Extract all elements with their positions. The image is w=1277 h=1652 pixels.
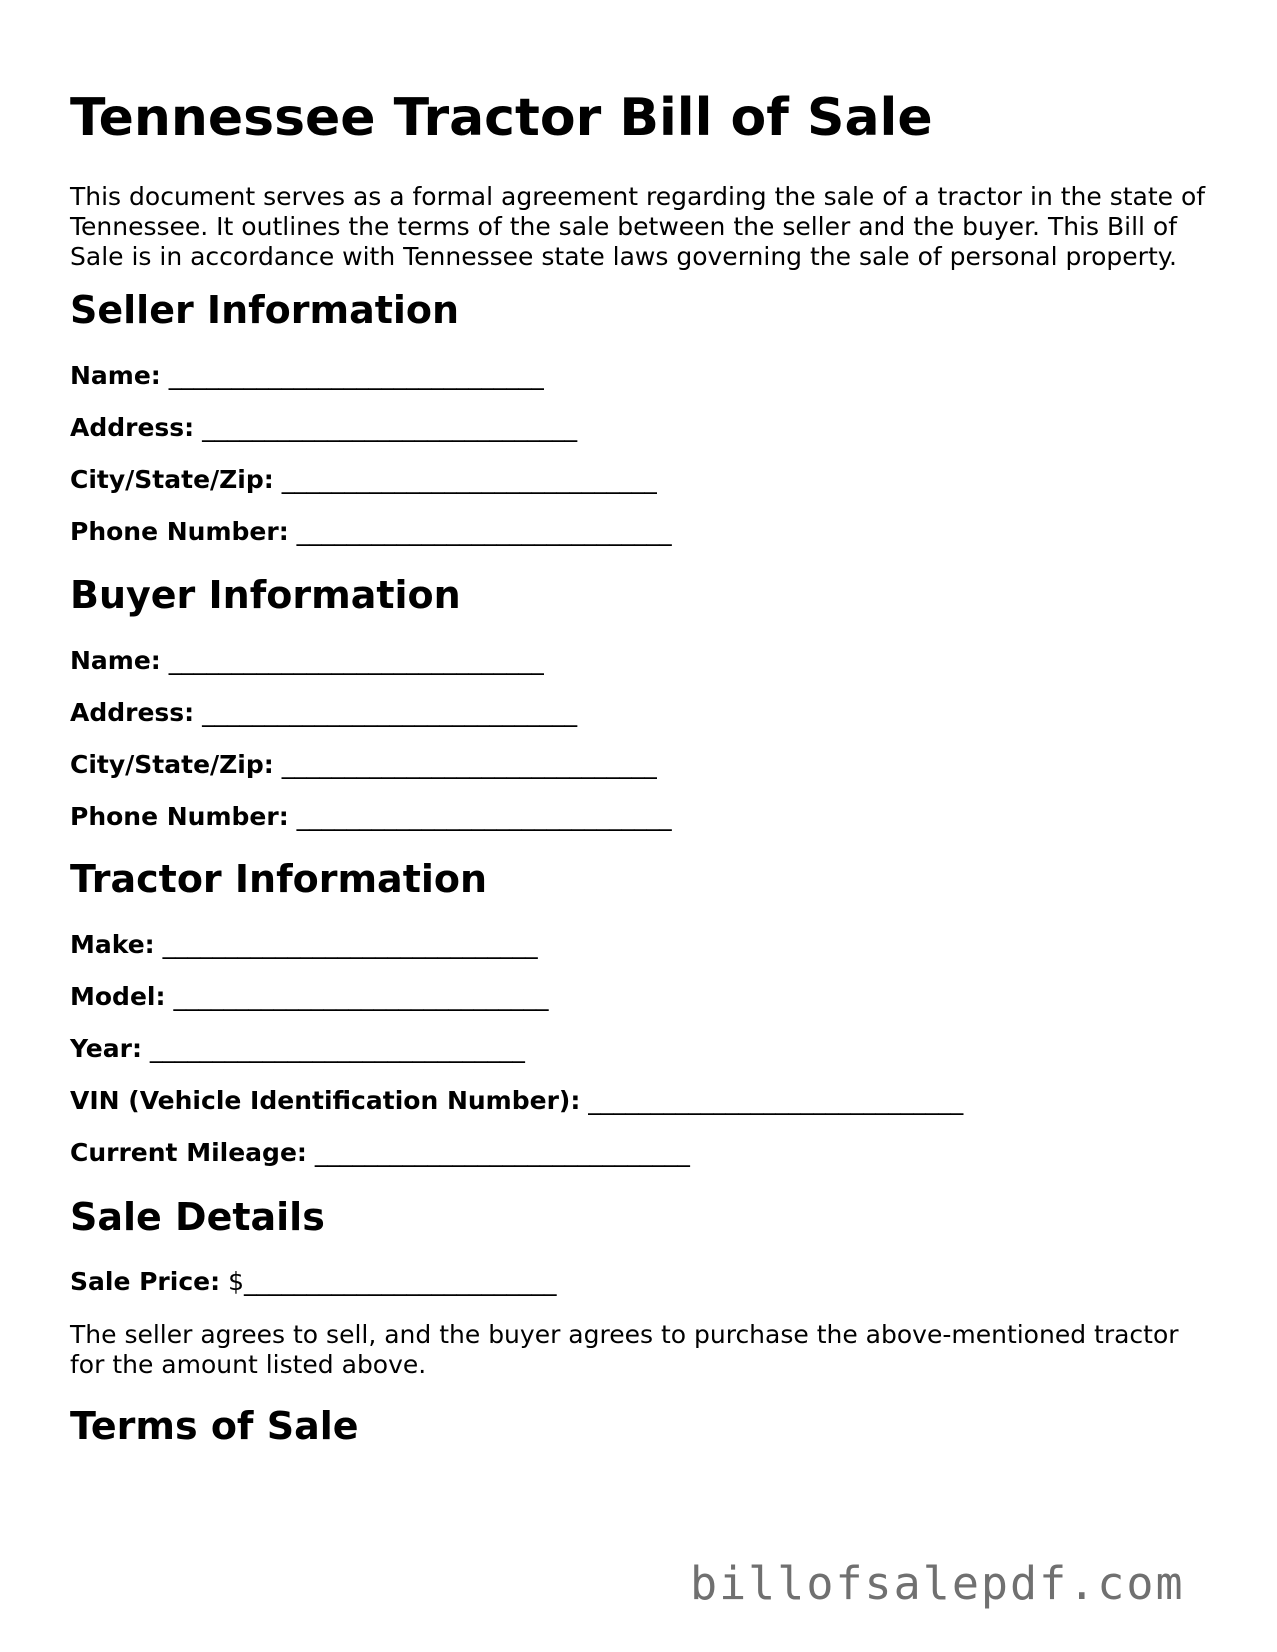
seller-city-label: City/State/Zip: <box>70 465 274 494</box>
seller-name-field[interactable] <box>70 361 544 391</box>
document-title: Tennessee Tractor Bill of Sale <box>70 88 933 148</box>
tractor-model-label: Model: <box>70 982 166 1011</box>
tractor-model-field[interactable] <box>70 982 548 1012</box>
buyer-phone-field[interactable] <box>70 802 672 832</box>
seller-address-label: Address: <box>70 413 195 442</box>
buyer-address-field[interactable] <box>70 698 577 728</box>
tractor-year-blank[interactable]: ______________________________ <box>149 1034 525 1063</box>
tractor-vin-blank[interactable]: ______________________________ <box>588 1086 964 1115</box>
tractor-make-field[interactable] <box>70 930 538 960</box>
buyer-city-blank[interactable]: ______________________________ <box>281 750 657 779</box>
tractor-year-field[interactable] <box>70 1034 525 1064</box>
tractor-mileage-blank[interactable]: ______________________________ <box>314 1138 690 1167</box>
seller-address-blank[interactable]: ______________________________ <box>202 413 578 442</box>
tractor-make-label: Make: <box>70 930 155 959</box>
terms-heading: Terms of Sale <box>70 1404 359 1448</box>
tractor-make-blank[interactable]: ______________________________ <box>162 930 538 959</box>
tractor-heading: Tractor Information <box>70 857 488 901</box>
tractor-vin-label: VIN (Vehicle Identification Number): <box>70 1086 581 1115</box>
seller-phone-label: Phone Number: <box>70 517 289 546</box>
buyer-city-label: City/State/Zip: <box>70 750 274 779</box>
buyer-phone-blank[interactable]: ______________________________ <box>296 802 672 831</box>
tractor-mileage-field[interactable] <box>70 1138 690 1168</box>
buyer-address-label: Address: <box>70 698 195 727</box>
seller-city-field[interactable] <box>70 465 657 495</box>
buyer-phone-label: Phone Number: <box>70 802 289 831</box>
sale-price-label: Sale Price: <box>70 1267 221 1296</box>
buyer-city-field[interactable] <box>70 750 657 780</box>
seller-name-blank[interactable]: ______________________________ <box>168 361 544 390</box>
buyer-address-blank[interactable]: ______________________________ <box>202 698 578 727</box>
seller-name-label: Name: <box>70 361 161 390</box>
buyer-heading: Buyer Information <box>70 573 461 617</box>
sale-price-blank[interactable]: _________________________ <box>243 1267 557 1296</box>
sale-price-prefix: $ <box>228 1267 244 1296</box>
seller-phone-blank[interactable]: ______________________________ <box>296 517 672 546</box>
sale-heading: Sale Details <box>70 1195 325 1239</box>
tractor-vin-field[interactable] <box>70 1086 963 1116</box>
sale-agreement-text: The seller agrees to sell, and the buyer agrees to purchase the above-mentioned tractor for the amount listed above. <box>70 1320 1179 1379</box>
sale-price-field[interactable] <box>70 1267 556 1297</box>
intro-paragraph: This document serves as a formal agreement regarding the sale of a tractor in the state of Tennessee. It outlines the terms of the sale between the seller and the buyer. This Bill of Sale is in accordance with Tennessee state laws governing the sale of personal property. <box>70 182 1206 271</box>
tractor-model-blank[interactable]: ______________________________ <box>173 982 549 1011</box>
buyer-name-blank[interactable]: ______________________________ <box>168 646 544 675</box>
buyer-name-field[interactable] <box>70 646 544 676</box>
seller-address-field[interactable] <box>70 413 577 443</box>
tractor-year-label: Year: <box>70 1034 142 1063</box>
seller-city-blank[interactable]: ______________________________ <box>281 465 657 494</box>
seller-heading: Seller Information <box>70 288 460 332</box>
seller-phone-field[interactable] <box>70 517 672 547</box>
watermark-text: billofsalepdf.com <box>690 1557 1185 1610</box>
buyer-name-label: Name: <box>70 646 161 675</box>
tractor-mileage-label: Current Mileage: <box>70 1138 307 1167</box>
